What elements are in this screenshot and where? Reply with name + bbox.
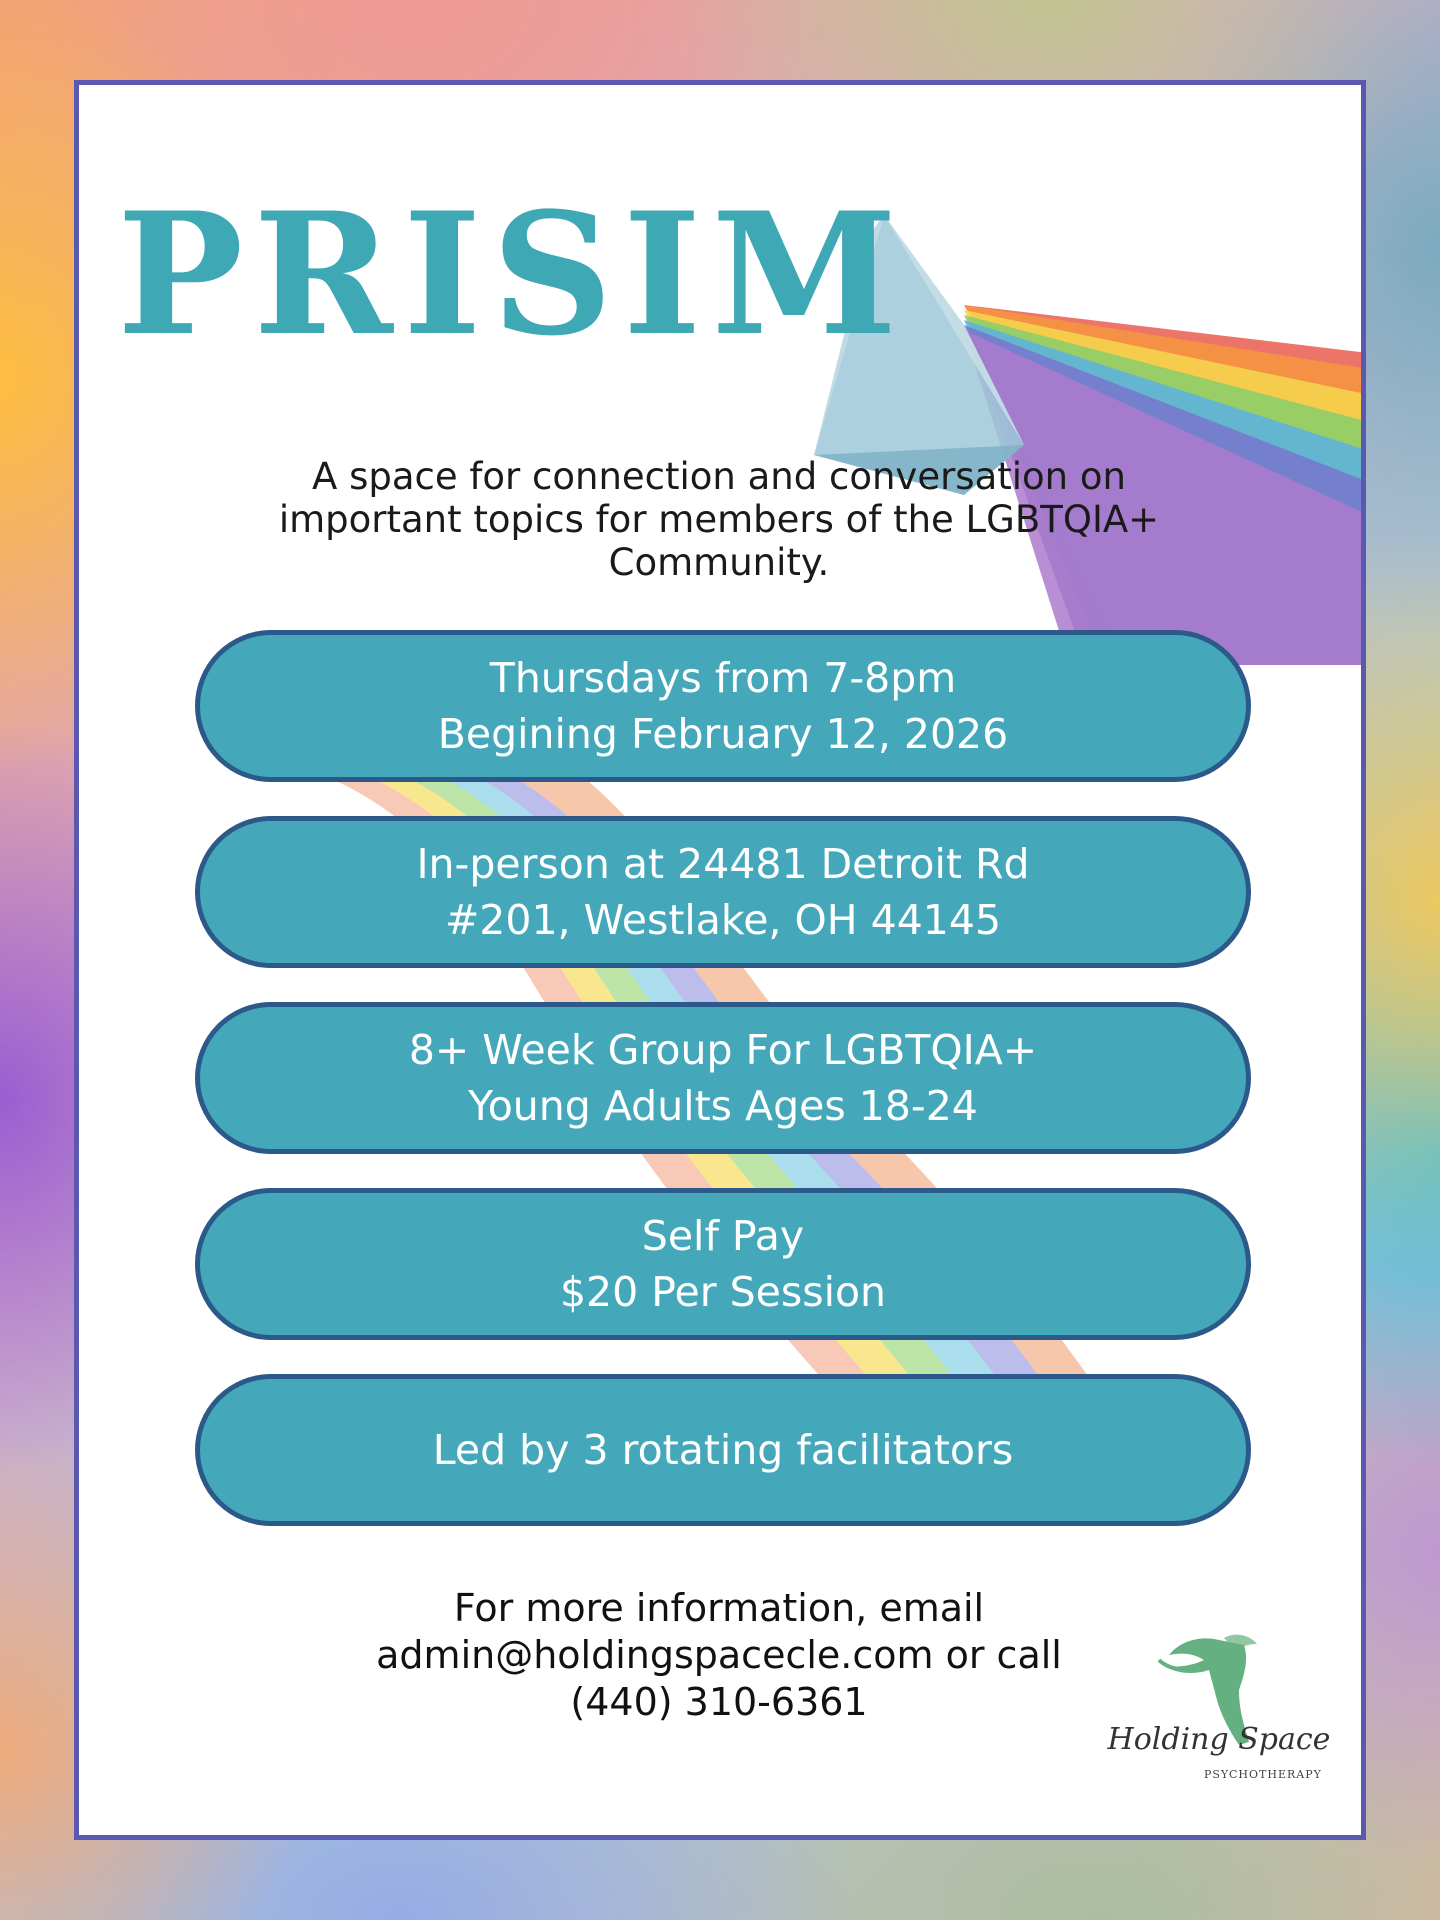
holding-space-logo [1099,1630,1339,1810]
detail-line: Thursdays from 7-8pm [489,654,957,702]
flyer-card [74,80,1366,1840]
detail-pill-location [195,816,1251,968]
contact-info [269,1585,1169,1726]
detail-line: Young Adults Ages 18-24 [468,1082,978,1130]
detail-line: #201, Westlake, OH 44145 [444,896,1002,944]
contact-line: For more information, email [453,1586,985,1630]
contact-line: admin@holdingspacecle.com or call [376,1633,1062,1677]
intro-text: A space for connection and conversation on important topics for members of the LGBTQIA+ Community. [278,455,1160,584]
detail-line: Self Pay [641,1212,805,1260]
detail-line: Led by 3 rotating facilitators [432,1426,1014,1474]
detail-line: $20 Per Session [559,1268,887,1316]
logo-name: Holding Space [1107,1722,1331,1757]
detail-pill-price [195,1188,1251,1340]
detail-line: Begining February 12, 2026 [437,710,1009,758]
detail-pill-schedule [195,630,1251,782]
detail-line: 8+ Week Group For LGBTQIA+ [408,1026,1038,1074]
detail-line: In-person at 24481 Detroit Rd [416,840,1030,888]
page-title: PRISIM [117,175,908,373]
detail-pill-facilitators [195,1374,1251,1526]
logo-subtitle: PSYCHOTHERAPY [1204,1768,1322,1781]
contact-line: (440) 310-6361 [570,1680,868,1724]
detail-pill-group [195,1002,1251,1154]
